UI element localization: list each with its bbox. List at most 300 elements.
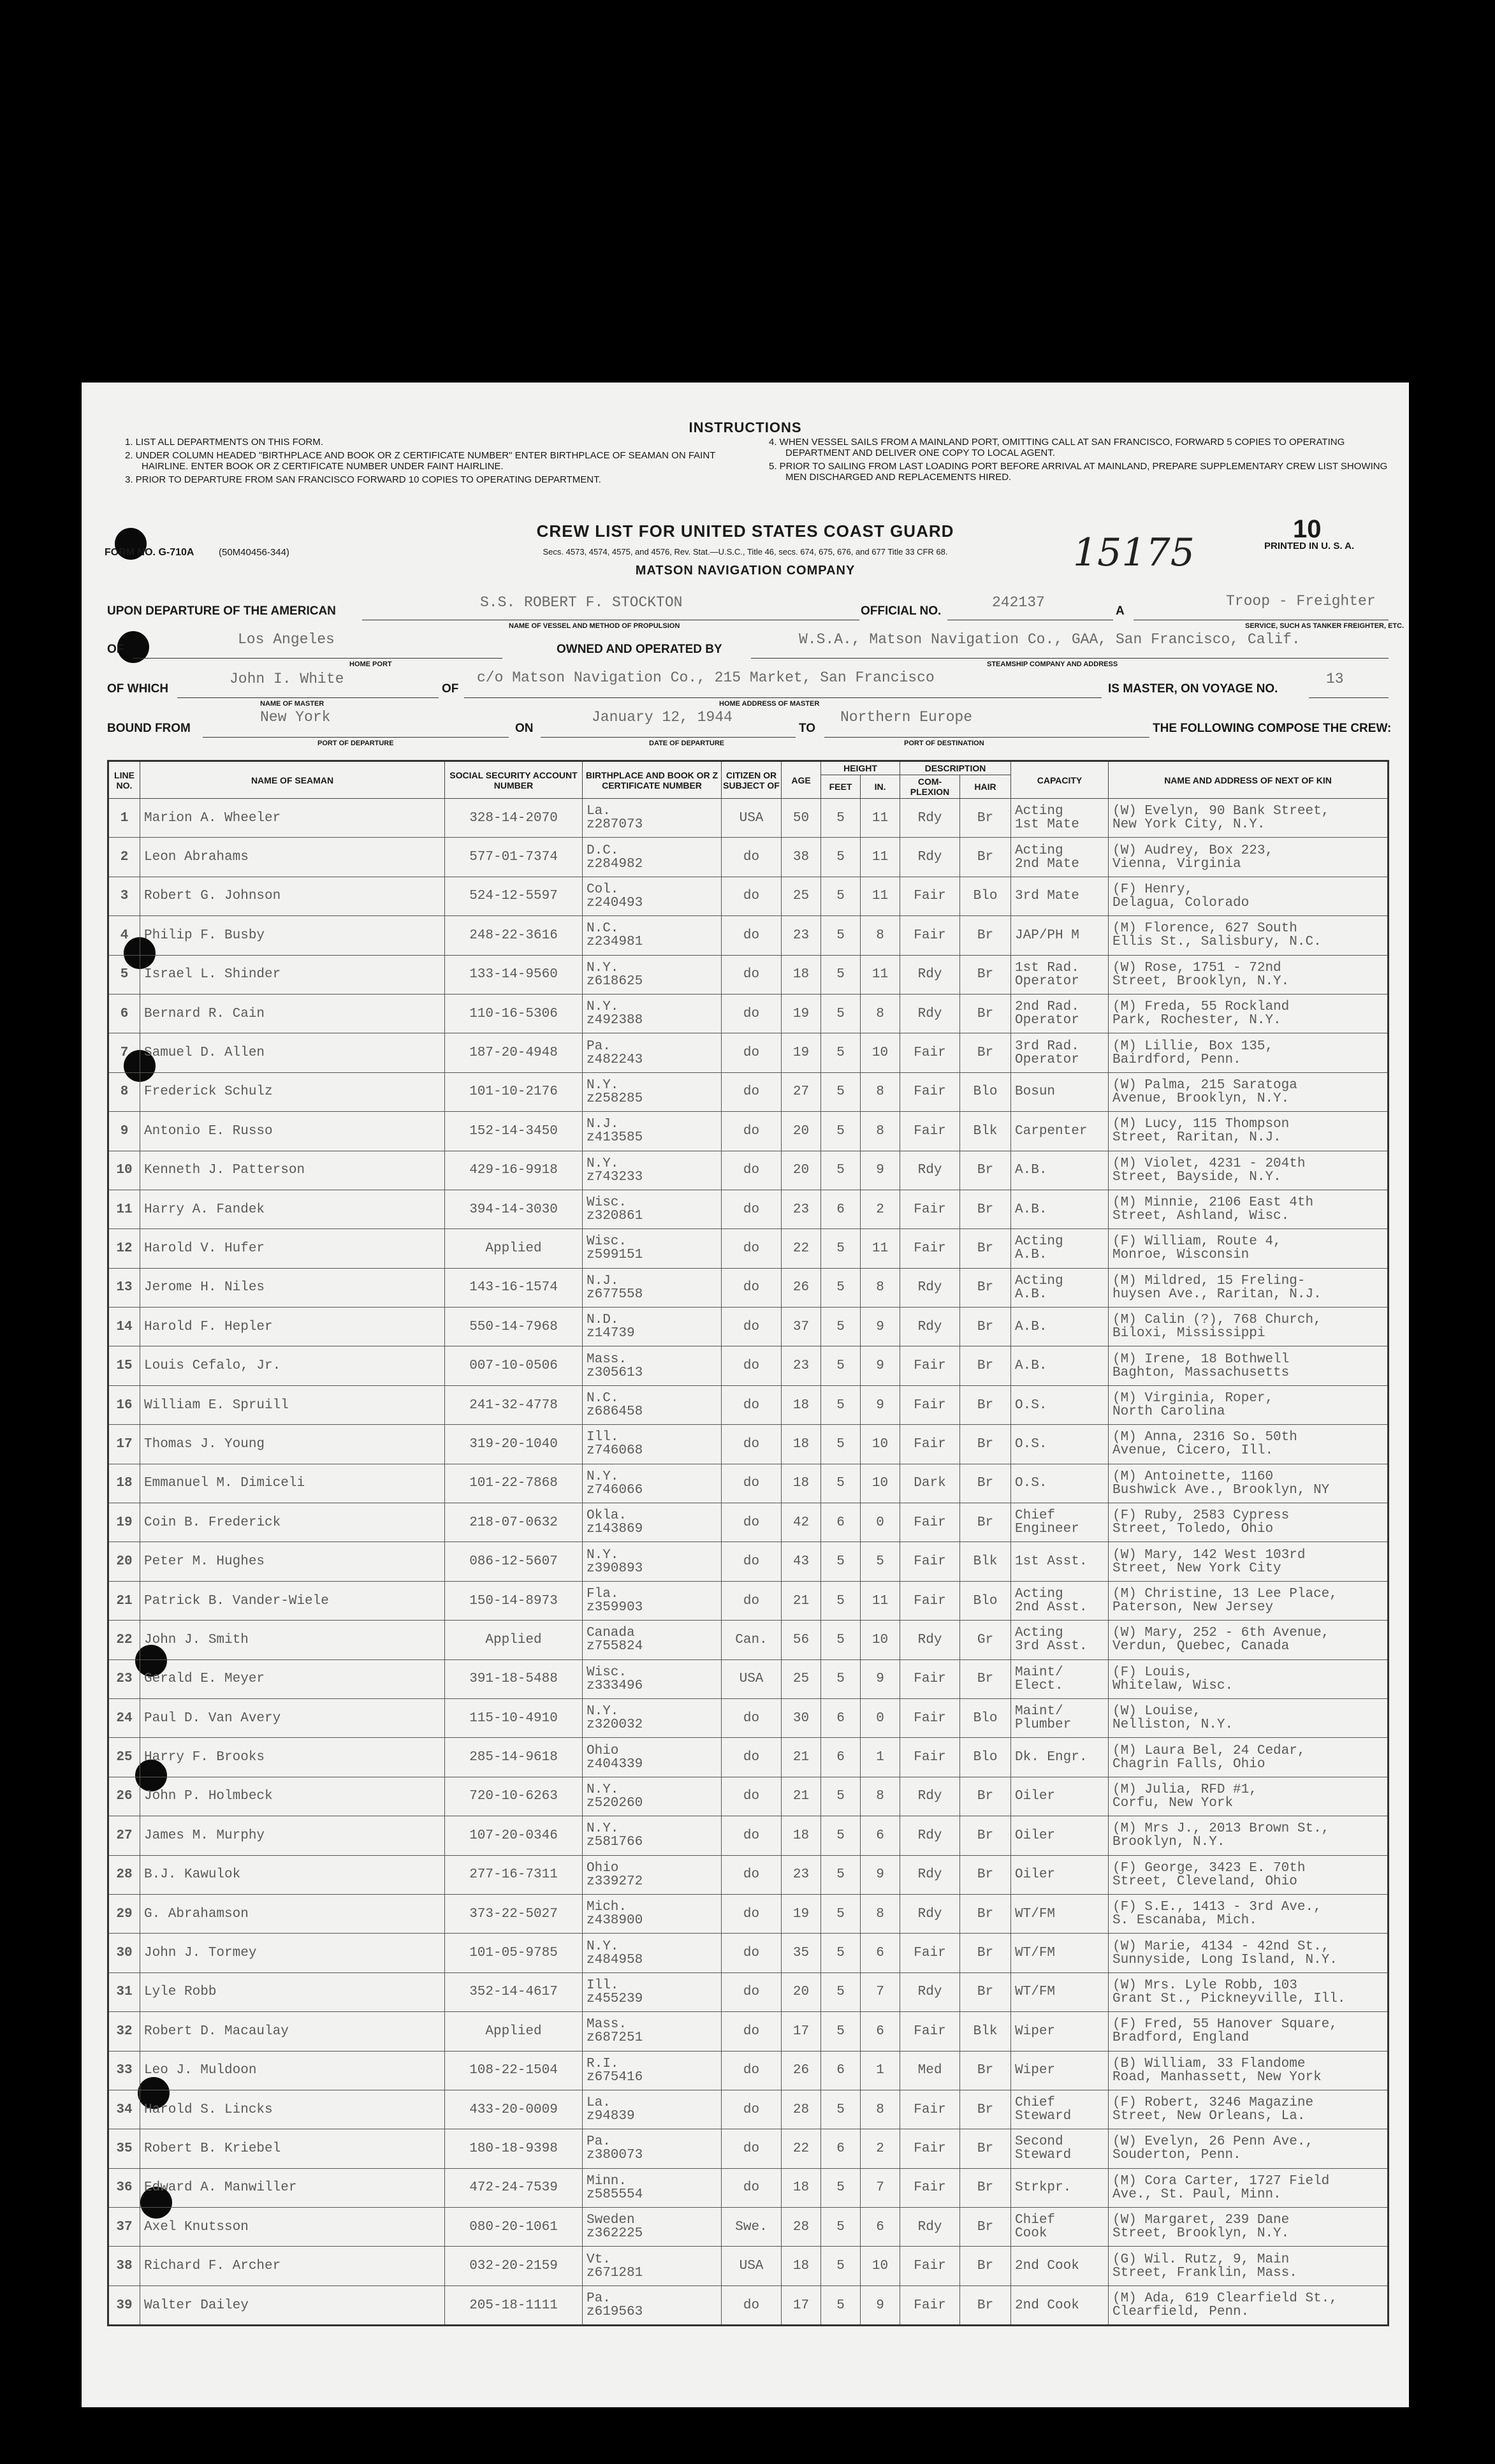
table-row <box>108 1581 1389 1620</box>
capacity-cell-line: A.B. <box>1015 1163 1047 1178</box>
instructions-left <box>125 437 750 488</box>
hair-cell: Br <box>960 916 1011 955</box>
instruction-item: 1. LIST ALL DEPARTMENTS ON THIS FORM. <box>125 437 323 448</box>
ssn-cell: 007-10-0506 <box>445 1346 583 1385</box>
seaman-name: Lyle Robb <box>140 1972 445 2011</box>
label-of-2: OF <box>442 682 459 696</box>
citizen-cell: do <box>722 877 782 915</box>
capacity-cell-line: JAP/PH M <box>1015 928 1079 943</box>
height-feet-cell: 5 <box>821 1581 861 1620</box>
capacity-cell <box>1011 1308 1109 1346</box>
master-line <box>177 697 439 698</box>
birthplace-cell-line: Ill. <box>587 1430 619 1445</box>
capacity-cell-line: WT/FM <box>1015 1946 1056 1961</box>
ssn-cell: 150-14-8973 <box>445 1581 583 1620</box>
col-birthplace: BIRTHPLACE AND BOOK OR Z CERTIFICATE NUMBER <box>583 761 722 799</box>
complexion-cell: Fair <box>900 1072 960 1111</box>
next-of-kin-cell-line: Nelliston, N.Y. <box>1112 1717 1234 1733</box>
next-of-kin-cell-line: Street, New Orleans, La. <box>1112 2109 1306 2124</box>
birthplace-cell-line: Pa. <box>587 1039 611 1054</box>
height-inches-cell: 9 <box>861 1659 900 1698</box>
citizen-cell: do <box>722 2129 782 2168</box>
height-inches-cell: 8 <box>861 1777 900 1816</box>
birthplace-cell-line: Mass. <box>587 2017 627 2032</box>
next-of-kin-cell <box>1109 916 1389 955</box>
col-feet: FEET <box>821 775 861 799</box>
birthplace-cell <box>583 1464 722 1503</box>
capacity-cell-line: 3rd Rad. <box>1015 1039 1079 1054</box>
citizen-cell: do <box>722 1425 782 1464</box>
capacity-cell-line: 2nd Cook <box>1015 2298 1079 2313</box>
height-inches-cell: 6 <box>861 2012 900 2051</box>
complexion-cell: Fair <box>900 2129 960 2168</box>
ssn-cell: 429-16-9918 <box>445 1151 583 1190</box>
age-cell: 56 <box>782 1621 821 1659</box>
birthplace-cell-line: D.C. <box>587 843 619 858</box>
height-inches-cell: 10 <box>861 1464 900 1503</box>
capacity-cell-line: 2nd Mate <box>1015 856 1079 871</box>
age-cell: 28 <box>782 2208 821 2247</box>
capacity-cell <box>1011 799 1109 838</box>
hair-cell: Br <box>960 2208 1011 2247</box>
birthplace-cell <box>583 1621 722 1659</box>
age-cell: 19 <box>782 994 821 1033</box>
citizen-cell: do <box>722 2012 782 2051</box>
birthplace-cell-line: Fla. <box>587 1587 619 1601</box>
height-inches-cell: 0 <box>861 1503 900 1542</box>
hair-cell: Br <box>960 1934 1011 1972</box>
next-of-kin-cell <box>1109 838 1389 877</box>
birthplace-cell <box>583 1542 722 1581</box>
table-row <box>108 1425 1389 1464</box>
capacity-cell <box>1011 1621 1109 1659</box>
capacity-cell-line: O.S. <box>1015 1476 1047 1491</box>
ssn-cell: 391-18-5488 <box>445 1659 583 1698</box>
hair-cell: Blo <box>960 877 1011 915</box>
capacity-cell-line: Chief <box>1015 1508 1056 1524</box>
birthplace-cell-line: Minn. <box>587 2173 627 2189</box>
printed-in-usa: PRINTED IN U. S. A. <box>1264 541 1355 551</box>
birthplace-cell-line: z359903 <box>587 1600 643 1615</box>
citizen-cell: do <box>722 2051 782 2090</box>
height-feet-cell: 5 <box>821 838 861 877</box>
next-of-kin-cell <box>1109 1542 1389 1581</box>
next-of-kin-cell <box>1109 1659 1389 1698</box>
line-number: 34 <box>108 2090 140 2129</box>
capacity-cell-line: Strkpr. <box>1015 2180 1072 2196</box>
citizen-cell: do <box>722 1934 782 1972</box>
birthplace-cell <box>583 838 722 877</box>
line-number: 3 <box>108 877 140 915</box>
hair-cell: Br <box>960 1894 1011 1933</box>
hair-cell: Br <box>960 1268 1011 1307</box>
hair-cell: Blo <box>960 1738 1011 1777</box>
seaman-name: William E. Spruill <box>140 1385 445 1424</box>
capacity-cell-line: Wiper <box>1015 2023 1056 2039</box>
capacity-cell <box>1011 1738 1109 1777</box>
birthplace-cell-line: N.Y. <box>587 960 619 975</box>
next-of-kin-cell-line: Monroe, Wisconsin <box>1112 1248 1250 1263</box>
birthplace-cell-line: z585554 <box>587 2187 643 2202</box>
capacity-cell-line: 1st Mate <box>1015 817 1079 833</box>
ssn-cell: 180-18-9398 <box>445 2129 583 2168</box>
birthplace-cell <box>583 2247 722 2285</box>
next-of-kin-cell-line: (G) Wil. Rutz, 9, Main <box>1112 2252 1290 2267</box>
age-cell: 18 <box>782 2247 821 2285</box>
height-inches-cell: 9 <box>861 1385 900 1424</box>
line-number: 36 <box>108 2168 140 2207</box>
birthplace-cell-line: z339272 <box>587 1874 643 1889</box>
birthplace-cell-line: La. <box>587 804 611 819</box>
next-of-kin-cell <box>1109 2247 1389 2285</box>
birthplace-cell-line: z677558 <box>587 1287 643 1302</box>
line-number: 15 <box>108 1346 140 1385</box>
birthplace-cell <box>583 1425 722 1464</box>
hair-cell: Br <box>960 1190 1011 1228</box>
table-row <box>108 2247 1389 2285</box>
birthplace-cell-line: N.Y. <box>587 1821 619 1837</box>
col-next-of-kin: NAME AND ADDRESS OF NEXT OF KIN <box>1109 761 1389 799</box>
complexion-cell: Fair <box>900 1033 960 1072</box>
capacity-cell-line: Wiper <box>1015 2063 1056 2078</box>
ssn-cell: 433-20-0009 <box>445 2090 583 2129</box>
col-description: DESCRIPTION <box>900 761 1011 775</box>
capacity-cell-line: Elect. <box>1015 1678 1063 1693</box>
citizen-cell: do <box>722 838 782 877</box>
height-feet-cell: 6 <box>821 1698 861 1737</box>
hair-cell: Blo <box>960 1581 1011 1620</box>
citizen-cell: do <box>722 1542 782 1581</box>
next-of-kin-cell <box>1109 1855 1389 1894</box>
height-feet-cell: 5 <box>821 1229 861 1268</box>
capacity-cell-line: 1st Rad. <box>1015 960 1079 975</box>
height-inches-cell: 1 <box>861 1738 900 1777</box>
birthplace-cell <box>583 2285 722 2325</box>
birthplace-cell-line: N.Y. <box>587 1077 619 1093</box>
departure-port-line <box>203 737 509 738</box>
citizen-cell: do <box>722 1072 782 1111</box>
ssn-cell: 143-16-1574 <box>445 1268 583 1307</box>
birthplace-cell-line: z14739 <box>587 1326 635 1341</box>
capacity-cell <box>1011 838 1109 877</box>
birthplace-cell-line: Wisc. <box>587 1195 627 1211</box>
line-number: 35 <box>108 2129 140 2168</box>
height-feet-cell: 5 <box>821 916 861 955</box>
capacity-cell-line: Operator <box>1015 973 1079 989</box>
capacity-cell <box>1011 1190 1109 1228</box>
complexion-cell: Rdy <box>900 1621 960 1659</box>
birthplace-cell-line: z333496 <box>587 1678 643 1693</box>
next-of-kin-cell-line: Avenue, Cicero, Ill. <box>1112 1443 1274 1459</box>
next-of-kin-cell <box>1109 1268 1389 1307</box>
table-row <box>108 1385 1389 1424</box>
hair-cell: Br <box>960 1777 1011 1816</box>
next-of-kin-cell-line: Park, Rochester, N.Y. <box>1112 1013 1281 1028</box>
label-on: ON <box>515 722 534 735</box>
citizen-cell: do <box>722 1698 782 1737</box>
capacity-cell-line: Acting <box>1015 1587 1063 1601</box>
complexion-cell: Rdy <box>900 1855 960 1894</box>
hair-cell: Br <box>960 1033 1011 1072</box>
height-feet-cell: 5 <box>821 1934 861 1972</box>
age-cell: 21 <box>782 1581 821 1620</box>
next-of-kin-cell <box>1109 1346 1389 1385</box>
age-cell: 43 <box>782 1542 821 1581</box>
complexion-cell: Fair <box>900 1190 960 1228</box>
ssn-cell: 205-18-1111 <box>445 2285 583 2325</box>
label-of: OF <box>107 643 124 656</box>
line-number: 12 <box>108 1229 140 1268</box>
table-row <box>108 2208 1389 2247</box>
line-number: 10 <box>108 1151 140 1190</box>
birthplace-cell-line: z413585 <box>587 1130 643 1146</box>
ssn-cell: 352-14-4617 <box>445 1972 583 2011</box>
next-of-kin-cell-line: Sunnyside, Long Island, N.Y. <box>1112 1952 1338 1967</box>
capacity-cell-line: Steward <box>1015 2148 1072 2163</box>
age-cell: 23 <box>782 1855 821 1894</box>
birthplace-cell <box>583 2129 722 2168</box>
birthplace-cell-line: z143869 <box>587 1522 643 1537</box>
col-capacity: CAPACITY <box>1011 761 1109 799</box>
next-of-kin-cell-line: (F) William, Route 4, <box>1112 1234 1281 1250</box>
capacity-cell <box>1011 1972 1109 2011</box>
seaman-name: Robert D. Macaulay <box>140 2012 445 2051</box>
table-row <box>108 994 1389 1033</box>
birthplace-cell-line: z520260 <box>587 1795 643 1811</box>
next-of-kin-cell-line: S. Escanaba, Mich. <box>1112 1913 1257 1928</box>
label-official-no: OFFICIAL NO. <box>861 604 942 618</box>
height-feet-cell: 5 <box>821 1542 861 1581</box>
next-of-kin-cell <box>1109 2012 1389 2051</box>
table-row <box>108 1777 1389 1816</box>
birthplace-cell <box>583 1346 722 1385</box>
capacity-cell <box>1011 1542 1109 1581</box>
next-of-kin-cell-line: Street, Brooklyn, N.Y. <box>1112 973 1290 989</box>
col-complexion: COM-PLEXION <box>900 775 960 799</box>
birthplace-cell-line: Vt. <box>587 2252 611 2267</box>
age-cell: 23 <box>782 1190 821 1228</box>
birthplace-cell <box>583 2168 722 2207</box>
ssn-cell: 101-22-7868 <box>445 1464 583 1503</box>
line-number: 37 <box>108 2208 140 2247</box>
capacity-cell-line: Dk. Engr. <box>1015 1750 1088 1765</box>
birthplace-cell-line: N.Y. <box>587 1469 619 1484</box>
next-of-kin-cell-line: (W) Palma, 215 Saratoga <box>1112 1077 1297 1093</box>
next-of-kin-cell-line: Avenue, Brooklyn, N.Y. <box>1112 1091 1290 1106</box>
line-number: 7 <box>108 1033 140 1072</box>
capacity-cell-line: Chief <box>1015 2096 1056 2111</box>
hair-cell: Br <box>960 2168 1011 2207</box>
crew-table <box>107 760 1389 2326</box>
home-port-line <box>133 658 502 659</box>
height-inches-cell: 9 <box>861 1346 900 1385</box>
capacity-cell-line: Acting <box>1015 1234 1063 1250</box>
complexion-cell: Rdy <box>900 799 960 838</box>
age-cell: 37 <box>782 1308 821 1346</box>
birthplace-cell <box>583 1777 722 1816</box>
birthplace-cell-line: z482243 <box>587 1052 643 1067</box>
next-of-kin-cell-line: (M) Florence, 627 South <box>1112 921 1297 937</box>
citizen-cell: do <box>722 2168 782 2207</box>
age-cell: 17 <box>782 2285 821 2325</box>
birthplace-cell <box>583 1190 722 1228</box>
age-cell: 18 <box>782 1425 821 1464</box>
next-of-kin-cell-line: (M) Minnie, 2106 East 4th <box>1112 1195 1314 1211</box>
seaman-name: Philip F. Busby <box>140 916 445 955</box>
next-of-kin-cell <box>1109 877 1389 915</box>
age-cell: 20 <box>782 1972 821 2011</box>
height-inches-cell: 10 <box>861 2247 900 2285</box>
birthplace-cell <box>583 1816 722 1855</box>
table-row <box>108 1934 1389 1972</box>
citizen-cell: do <box>722 1738 782 1777</box>
ssn-cell: 218-07-0632 <box>445 1503 583 1542</box>
hair-cell: Br <box>960 2051 1011 2090</box>
seaman-name: Robert G. Johnson <box>140 877 445 915</box>
next-of-kin-cell-line: (W) Evelyn, 26 Penn Ave., <box>1112 2134 1314 2150</box>
complexion-cell: Rdy <box>900 2208 960 2247</box>
birthplace-cell-line: Sweden <box>587 2213 635 2228</box>
line-number: 18 <box>108 1464 140 1503</box>
height-inches-cell: 7 <box>861 2168 900 2207</box>
capacity-cell <box>1011 1503 1109 1542</box>
next-of-kin-cell <box>1109 1972 1389 2011</box>
age-cell: 21 <box>782 1738 821 1777</box>
line-number: 30 <box>108 1934 140 1972</box>
capacity-cell-line: 1st Asst. <box>1015 1554 1088 1570</box>
birthplace-cell-line: Pa. <box>587 2134 611 2150</box>
seaman-name: Coin B. Frederick <box>140 1503 445 1542</box>
seaman-name: Richard F. Archer <box>140 2247 445 2285</box>
complexion-cell: Dark <box>900 1464 960 1503</box>
label-upon-departure: UPON DEPARTURE OF THE AMERICAN <box>107 604 336 618</box>
complexion-cell: Rdy <box>900 1268 960 1307</box>
height-inches-cell: 9 <box>861 2285 900 2325</box>
complexion-cell: Fair <box>900 1346 960 1385</box>
seaman-name: Harry F. Brooks <box>140 1738 445 1777</box>
citizen-cell: do <box>722 1816 782 1855</box>
capacity-cell-line: A.B. <box>1015 1319 1047 1334</box>
owner-line <box>751 658 1389 659</box>
seaman-name: Harry A. Fandek <box>140 1190 445 1228</box>
capacity-cell <box>1011 1033 1109 1072</box>
capacity-cell-line: 2nd Rad. <box>1015 1000 1079 1015</box>
birthplace-cell <box>583 2051 722 2090</box>
capacity-cell <box>1011 2168 1109 2207</box>
age-cell: 30 <box>782 1698 821 1737</box>
next-of-kin-cell-line: Bushwick Ave., Brooklyn, NY <box>1112 1482 1330 1498</box>
birthplace-cell-line: Wisc. <box>587 1234 627 1250</box>
home-port: Los Angeles <box>238 631 335 648</box>
next-of-kin-cell <box>1109 1894 1389 1933</box>
capacity-cell-line: Plumber <box>1015 1717 1072 1733</box>
height-inches-cell: 11 <box>861 838 900 877</box>
birthplace-cell <box>583 1385 722 1424</box>
birthplace-cell-line: z746068 <box>587 1443 643 1459</box>
birthplace-cell <box>583 1855 722 1894</box>
line-number: 8 <box>108 1072 140 1111</box>
seaman-name: Peter M. Hughes <box>140 1542 445 1581</box>
line-number: 14 <box>108 1308 140 1346</box>
hair-cell: Br <box>960 1464 1011 1503</box>
seaman-name: James M. Murphy <box>140 1816 445 1855</box>
birthplace-cell <box>583 1738 722 1777</box>
next-of-kin-cell-line: (F) Henry, <box>1112 882 1193 897</box>
capacity-cell-line: 2nd Asst. <box>1015 1600 1088 1615</box>
next-of-kin-cell-line: (M) Ada, 619 Clearfield St., <box>1112 2291 1338 2307</box>
official-number: 242137 <box>992 594 1045 611</box>
table-row <box>108 838 1389 877</box>
citizen-cell: do <box>722 2285 782 2325</box>
next-of-kin-cell-line: (W) Louise, <box>1112 1704 1201 1719</box>
hair-cell: Br <box>960 955 1011 994</box>
seaman-name: B.J. Kawulok <box>140 1855 445 1894</box>
next-of-kin-cell <box>1109 1308 1389 1346</box>
complexion-cell: Fair <box>900 2168 960 2207</box>
next-of-kin-cell-line: (M) Antoinette, 1160 <box>1112 1469 1274 1484</box>
line-number: 21 <box>108 1581 140 1620</box>
height-feet-cell: 5 <box>821 2285 861 2325</box>
height-inches-cell: 6 <box>861 1816 900 1855</box>
height-inches-cell: 10 <box>861 1033 900 1072</box>
citizen-cell: do <box>722 1190 782 1228</box>
capacity-cell <box>1011 1112 1109 1151</box>
height-inches-cell: 11 <box>861 877 900 915</box>
age-cell: 27 <box>782 1072 821 1111</box>
height-feet-cell: 6 <box>821 1738 861 1777</box>
capacity-cell-line: A.B. <box>1015 1248 1047 1263</box>
height-feet-cell: 5 <box>821 2208 861 2247</box>
height-feet-cell: 5 <box>821 2247 861 2285</box>
label-bound-from: BOUND FROM <box>107 722 191 735</box>
complexion-cell: Rdy <box>900 955 960 994</box>
next-of-kin-cell-line: Grant St., Pickneyville, Ill. <box>1112 1991 1346 2006</box>
capacity-cell <box>1011 2247 1109 2285</box>
height-feet-cell: 5 <box>821 1777 861 1816</box>
age-cell: 18 <box>782 1464 821 1503</box>
ssn-cell: 241-32-4778 <box>445 1385 583 1424</box>
complexion-cell: Fair <box>900 1425 960 1464</box>
seaman-name: John P. Holmbeck <box>140 1777 445 1816</box>
birthplace-cell-line: z320032 <box>587 1717 643 1733</box>
birthplace-cell-line: N.Y. <box>587 1547 619 1563</box>
seaman-name: John J. Tormey <box>140 1934 445 1972</box>
hair-cell: Blk <box>960 1112 1011 1151</box>
capacity-cell <box>1011 1581 1109 1620</box>
citizen-cell: do <box>722 1464 782 1503</box>
label-following-crew: THE FOLLOWING COMPOSE THE CREW: <box>1153 722 1392 735</box>
handwritten-number: 15175 <box>1073 530 1195 575</box>
label-to: TO <box>799 722 816 735</box>
next-of-kin-cell <box>1109 1464 1389 1503</box>
page-number: 10 <box>1293 515 1322 543</box>
citizen-cell: do <box>722 955 782 994</box>
birthplace-cell-line: z380073 <box>587 2148 643 2163</box>
destination-line <box>824 737 1149 738</box>
next-of-kin-cell-line: Biloxi, Mississippi <box>1112 1326 1265 1341</box>
table-row <box>108 1190 1389 1228</box>
table-row <box>108 1542 1389 1581</box>
birthplace-cell-line: z234981 <box>587 935 643 950</box>
birthplace-cell-line: z686458 <box>587 1404 643 1420</box>
port-of-destination: Northern Europe <box>840 709 973 725</box>
birthplace-cell <box>583 1072 722 1111</box>
next-of-kin-cell-line: (F) Ruby, 2583 Cypress <box>1112 1508 1290 1524</box>
next-of-kin-cell-line: (F) S.E., 1413 - 3rd Ave., <box>1112 1900 1322 1915</box>
ssn-cell: 328-14-2070 <box>445 799 583 838</box>
next-of-kin-cell <box>1109 1503 1389 1542</box>
ssn-cell: 472-24-7539 <box>445 2168 583 2207</box>
